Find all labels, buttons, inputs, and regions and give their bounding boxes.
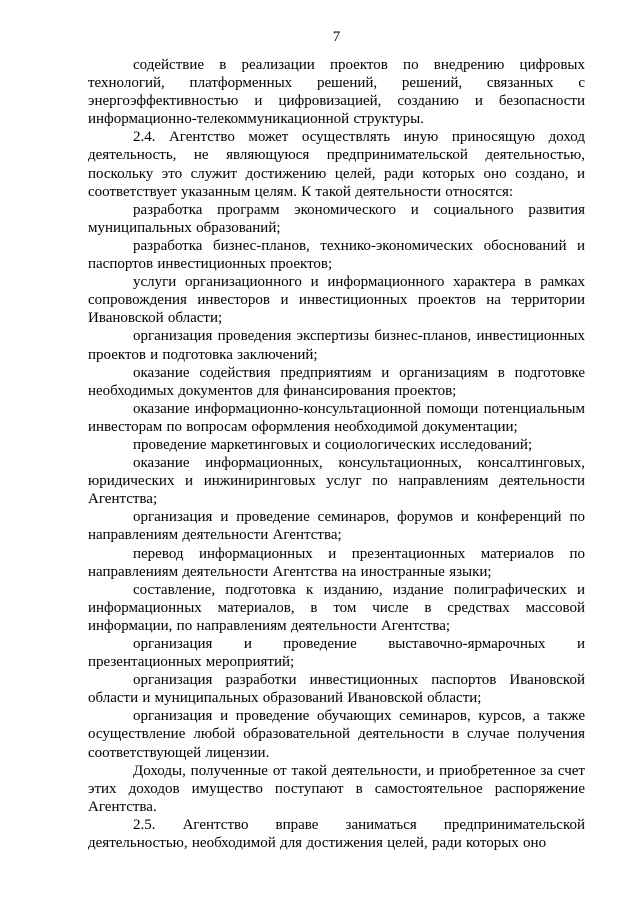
paragraph: организация проведения экспертизы бизнес-планов, инвестиционных проектов и подготовка заключений; [88,328,585,363]
paragraph: организация разработки инвестиционных паспортов Ивановской области и муниципальных образований Ивановской области; [88,672,585,707]
document-body [88,56,585,852]
paragraph: организация и проведение выставочно-ярмарочных и презентационных мероприятий; [88,636,585,671]
paragraph: перевод информационных и презентационных материалов по направлениям деятельности Агентства на иностранные языки; [88,545,585,580]
paragraph: оказание информационно-консультационной помощи потенциальным инвесторам по вопросам оформления необходимой документации; [88,400,585,435]
paragraph: Доходы, полученные от такой деятельности, и приобретенное за счет этих доходов имущество поступают в самостоятельное распоряжение Агентства. [88,762,585,815]
paragraph: 2.4. Агентство может осуществлять иную приносящую доход деятельность, не являющуюся предпринимательской деятельностью, поскольку это служит достижению целей, ради которых оно создано, и соответствует указанным целям. К такой деятельности относятся: [88,129,585,200]
paragraph: организация и проведение семинаров, форумов и конференций по направлениям деятельности Агентства; [88,509,585,544]
paragraph: разработка бизнес-планов, технико-экономических обоснований и паспортов инвестиционных проектов; [88,237,585,273]
paragraph: оказание содействия предприятиям и организациям в подготовке необходимых документов для финансирования проектов; [88,364,585,399]
paragraph: оказание информационных, консультационных, консалтинговых, юридических и инжиниринговых услуг по направлениям деятельности Агентства; [88,455,585,508]
paragraph: содействие в реализации проектов по внедрению цифровых технологий, платформенных решений, решений, связанных с энергоэффективностью и цифровизацией, созданию и безопасности информационно-телекоммуникационной структуры. [88,57,585,128]
page-number: 7 [332,29,341,45]
paragraph: 2.5. Агентство вправе заниматься предпринимательской деятельностью, необходимой для достижения целей, ради которых оно [88,816,585,852]
paragraph: услуги организационного и информационного характера в рамках сопровождения инвесторов и инвестиционных проектов на территории Ивановской области; [88,274,585,327]
paragraph: составление, подготовка к изданию, издание полиграфических и информационных материалов, в том числе в средствах массовой информации, по направлениям деятельности Агентства; [88,581,585,634]
paragraph: проведение маркетинговых и социологических исследований; [133,436,533,453]
paragraph: разработка программ экономического и социального развития муниципальных образований; [88,201,585,236]
paragraph: организация и проведение обучающих семинаров, курсов, а также осуществление любой образовательной деятельности в случае получения соответствующей лицензии. [88,708,585,761]
